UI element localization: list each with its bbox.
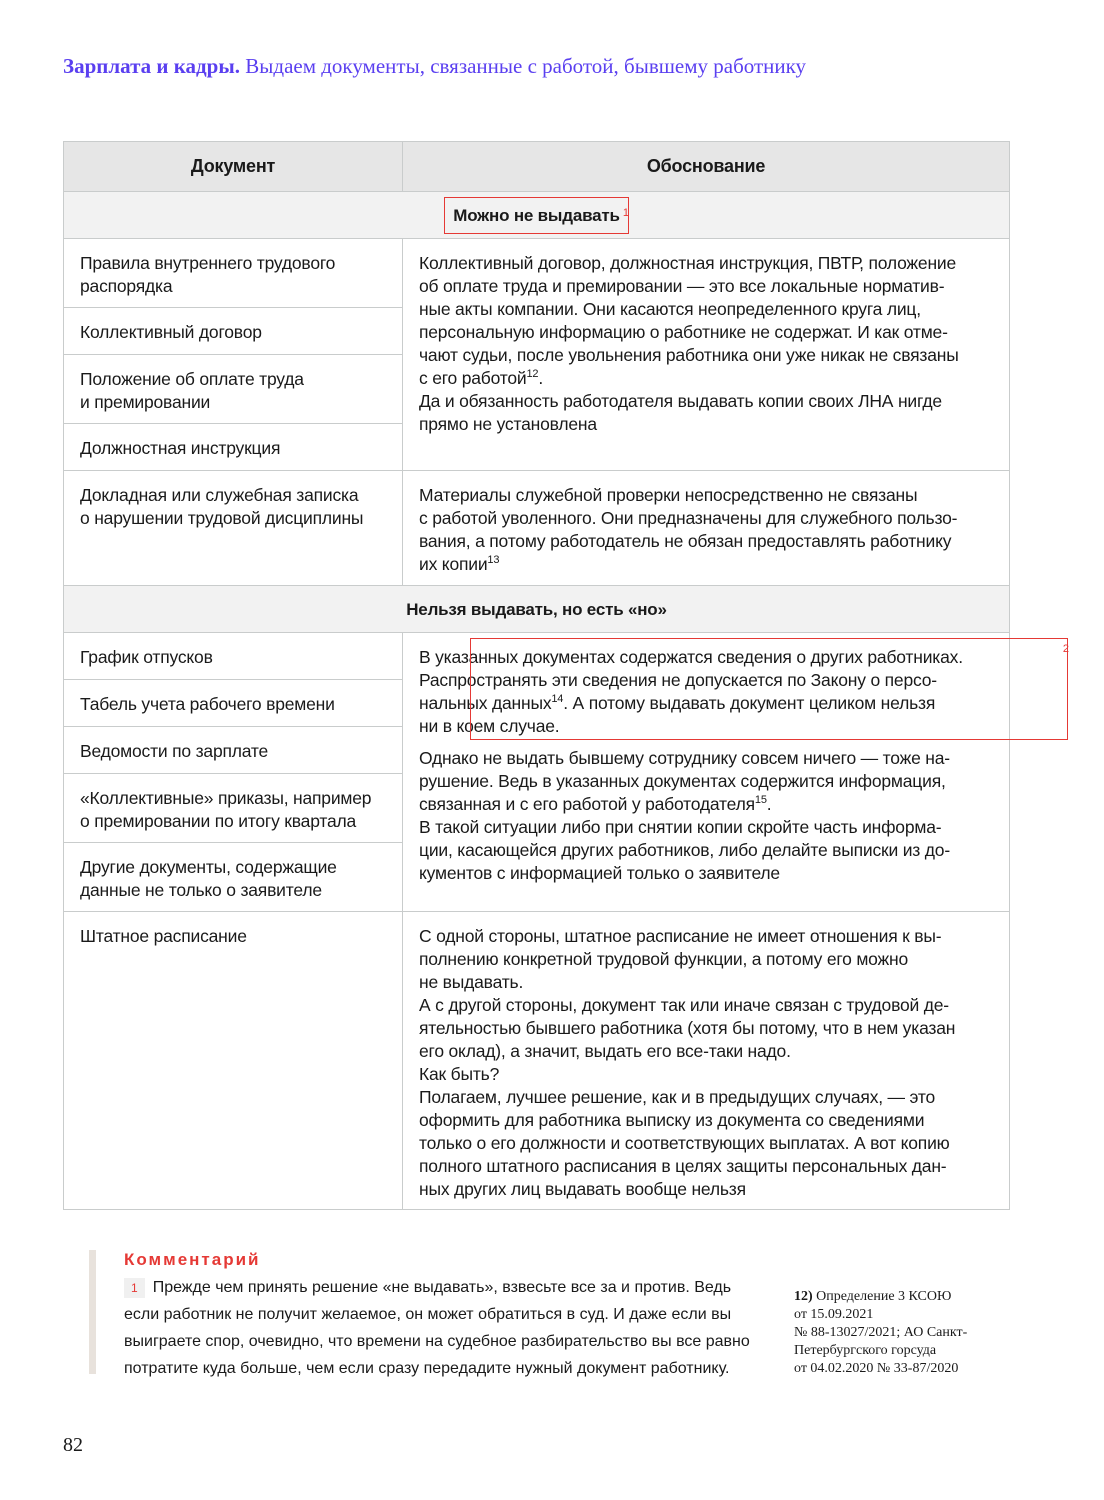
comment-text <box>124 1274 754 1382</box>
note-marker: 2 <box>1062 643 1069 655</box>
reason-cell: С одной стороны, штатное расписание не имеет отношения к вы- полнению конкретной трудовой функции, а потому его можно не выдавать. А с другой стороны, документ так или иначе связан с трудовой де- ятельностью бывшего работника (хотя бы потому, что в нем указан его оклад), а значит, выдать его все-таки надо. Как быть? Полагаем, лучшее решение, как и в предыдущих случаях, — это оформить для работника выписку из документа со сведениями только о его должности и соответствующих выплатах. А вот копию полного штатного расписания в целях защиты персональных дан- ных других лиц выдавать вообще нельзя <box>402 911 1010 1210</box>
doc-cell: Табель учета рабочего времени <box>63 679 403 727</box>
section-cannot-issue-but: Нельзя выдавать, но есть «но» <box>63 585 1010 633</box>
reason-text: . А потому выдавать документ целиком нельзя ни в коем случае. <box>419 693 936 736</box>
reason-cell <box>402 238 1010 471</box>
reason-text: В указанных документах содержатся сведения о других работниках. Распространять эти сведения не допускается по Закону о персо- нальных данных <box>419 647 963 713</box>
section-label: Можно не выдавать <box>453 205 620 225</box>
footnote-number: 12) <box>794 1289 813 1304</box>
article-title: Выдаем документы, связанные с работой, бывшему работнику <box>245 54 807 78</box>
footnote-ref: 13 <box>487 554 500 567</box>
highlighted-label <box>444 197 628 234</box>
comment-title: Комментарий <box>124 1250 261 1269</box>
doc-cell: Штатное расписание <box>63 911 403 1210</box>
reason-text: Коллективный договор, должностная инструкция, ПВТР, положение об оплате труда и премировании — это все локальные норматив- ные акты компании. Они касаются неопределенного круга лиц, персональную информацию о работнике не содержат. И как отме- чают судьи, после увольнения работника они уже никак не связаны с его работой <box>419 253 959 388</box>
reason-text: . Да и обязанность работодателя выдавать копии своих ЛНА нигде прямо не установлена <box>419 368 942 434</box>
reason-text: Материалы служебной проверки непосредственно не связаны с работой уволенного. Они предназначены для служебного пользо- вания, а потому работодатель не обязан предоставлять работнику их копии <box>419 485 958 574</box>
doc-cell: Должностная инструкция <box>63 423 403 471</box>
header-reason: Обоснование <box>402 141 1010 192</box>
doc-cell: Другие документы, содержащие данные не только о заявителе <box>63 842 403 912</box>
footnote <box>794 1288 1004 1378</box>
highlight-box <box>470 638 1068 740</box>
page-number: 82 <box>63 1434 83 1456</box>
comment-block <box>89 1250 750 1377</box>
reason-text: Однако не выдать бывшему сотруднику совсем ничего — тоже на- рушение. Ведь в указанных документах содержится информация, связанная и с его работой у работодателя <box>419 748 950 814</box>
reason-text: . В такой ситуации либо при снятии копии скройте часть информа- ции, касающейся других работников, либо делайте выписки из до- кументов с информацией только о заявителе <box>419 794 950 883</box>
doc-cell: Правила внутреннего трудового распорядка <box>63 238 403 308</box>
footnote-ref: 12 <box>526 368 539 381</box>
reason-cell <box>402 470 1010 586</box>
doc-cell: Коллективный договор <box>63 307 403 355</box>
section-name: Зарплата и кадры. <box>63 54 241 78</box>
footnote-text: Определение 3 КСОЮ от 15.09.2021 № 88-13027/2021; АО Санкт- Петербургского горсуда от 04.02.2020 № 33-87/2020 <box>794 1289 968 1376</box>
section-may-not-issue <box>63 191 1010 239</box>
footnote-ref: 14 <box>551 693 564 706</box>
running-header <box>63 54 806 79</box>
doc-cell: Докладная или служебная записка о нарушении трудовой дисциплины <box>63 470 403 586</box>
doc-cell: «Коллективные» приказы, например о премировании по итогу квартала <box>63 773 403 843</box>
doc-cell: Ведомости по зарплате <box>63 726 403 774</box>
note-marker: 1 <box>622 206 629 219</box>
doc-cell: График отпусков <box>63 632 403 680</box>
doc-cell: Положение об оплате труда и премировании <box>63 354 403 424</box>
footnote-ref: 15 <box>754 794 767 807</box>
comment-body: Прежде чем принять решение «не выдавать», взвесьте все за и против. Ведь если работник не получит желаемое, он может обратиться в суд. И даже если вы выиграете спор, очевидно, что времени на судебное разбирательство вы все равно потратите куда больше, чем если сразу передадите нужный документ работнику. <box>124 1279 750 1377</box>
comment-number: 1 <box>124 1278 145 1298</box>
header-document: Документ <box>63 141 403 192</box>
